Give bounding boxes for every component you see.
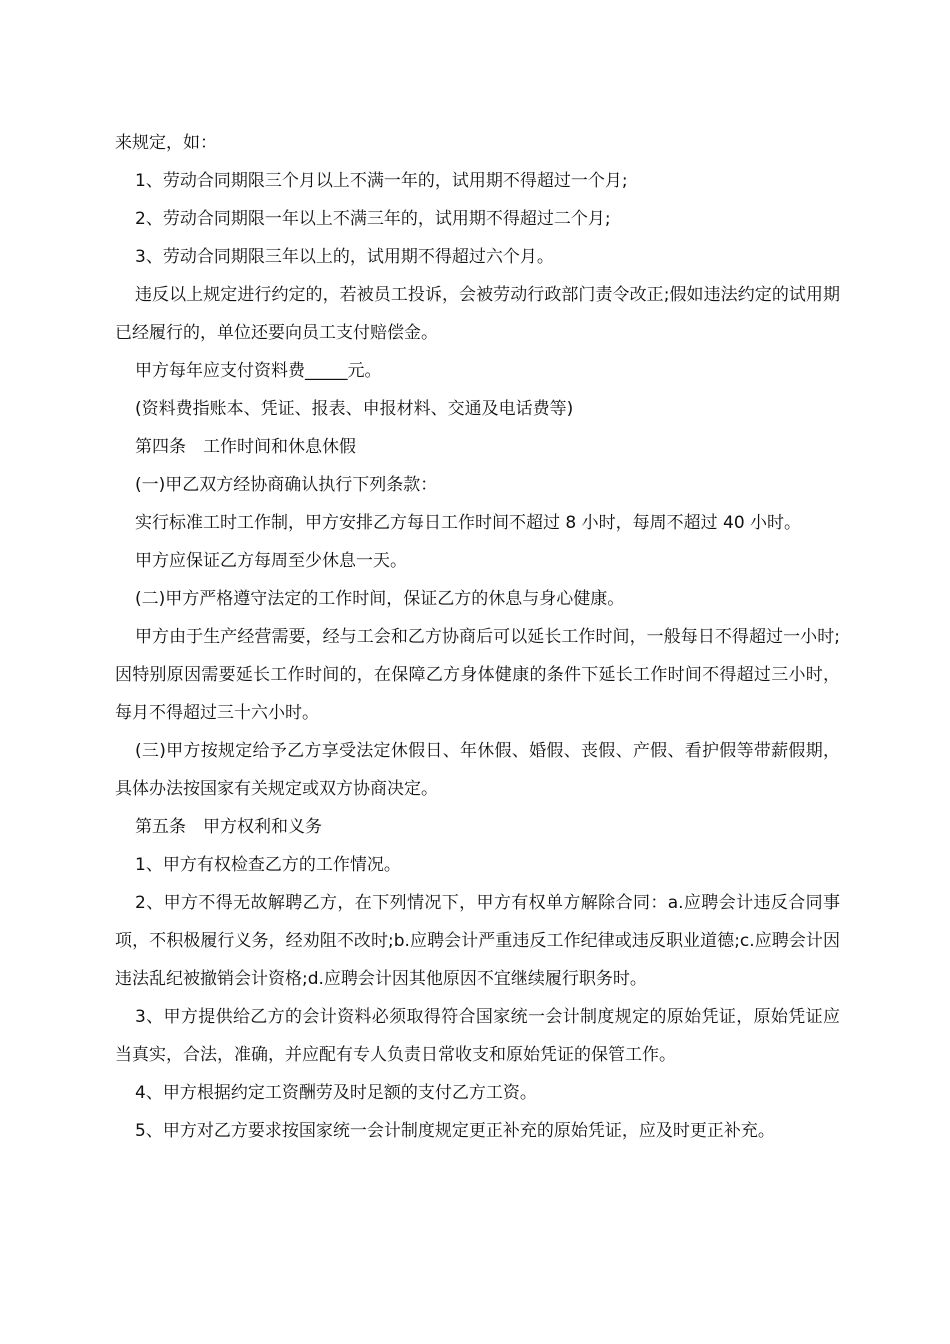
paragraph: (资料费指账本、凭证、报表、申报材料、交通及电话费等) <box>135 399 574 419</box>
paragraph: 2、劳动合同期限一年以上不满三年的，试用期不得超过二个月; <box>135 209 611 229</box>
paragraph: 甲方每年应支付资料费_____元。 <box>135 361 382 381</box>
paragraph: 来规定，如： <box>115 133 217 153</box>
document-page <box>115 124 840 1150</box>
paragraph: 甲方由于生产经营需要，经与工会和乙方协商后可以延长工作时间，一般每日不得超过一小时;因特别原因需要延长工作时间的，在保障乙方身体健康的条件下延长工作时间不得超过三小时，每月不得超过三十六小时。 <box>115 627 840 723</box>
paragraph: 1、甲方有权检查乙方的工作情况。 <box>135 855 401 875</box>
paragraph: 甲方应保证乙方每周至少休息一天。 <box>135 551 407 571</box>
paragraph: 1、劳动合同期限三个月以上不满一年的，试用期不得超过一个月; <box>135 171 628 191</box>
paragraph: 3、甲方提供给乙方的会计资料必须取得符合国家统一会计制度规定的原始凭证，原始凭证应当真实，合法，准确，并应配有专人负责日常收支和原始凭证的保管工作。 <box>115 1007 840 1065</box>
paragraph: (二)甲方严格遵守法定的工作时间，保证乙方的休息与身心健康。 <box>135 589 625 609</box>
paragraph: 2、甲方不得无故解聘乙方，在下列情况下，甲方有权单方解除合同：a.应聘会计违反合同事项，不积极履行义务，经劝阻不改时;b.应聘会计严重违反工作纪律或违反职业道德;c.应聘会计因违法乱纪被撤销会计资格;d.应聘会计因其他原因不宜继续履行职务时。 <box>115 893 840 989</box>
section-heading: 第四条 工作时间和休息休假 <box>135 437 356 457</box>
paragraph: 4、甲方根据约定工资酬劳及时足额的支付乙方工资。 <box>135 1083 537 1103</box>
paragraph: 5、甲方对乙方要求按国家统一会计制度规定更正补充的原始凭证，应及时更正补充。 <box>135 1121 775 1141</box>
section-heading: 第五条 甲方权利和义务 <box>135 817 322 837</box>
paragraph: 违反以上规定进行约定的，若被员工投诉，会被劳动行政部门责令改正;假如违法约定的试用期已经履行的，单位还要向员工支付赔偿金。 <box>115 285 840 343</box>
paragraph: 实行标准工时工作制，甲方安排乙方每日工作时间不超过 8 小时，每周不超过 40 小时。 <box>135 513 802 533</box>
paragraph: (一)甲乙双方经协商确认执行下列条款： <box>135 475 438 495</box>
paragraph: (三)甲方按规定给予乙方享受法定休假日、年休假、婚假、丧假、产假、看护假等带薪假期，具体办法按国家有关规定或双方协商决定。 <box>115 741 840 799</box>
paragraph: 3、劳动合同期限三年以上的，试用期不得超过六个月。 <box>135 247 554 267</box>
